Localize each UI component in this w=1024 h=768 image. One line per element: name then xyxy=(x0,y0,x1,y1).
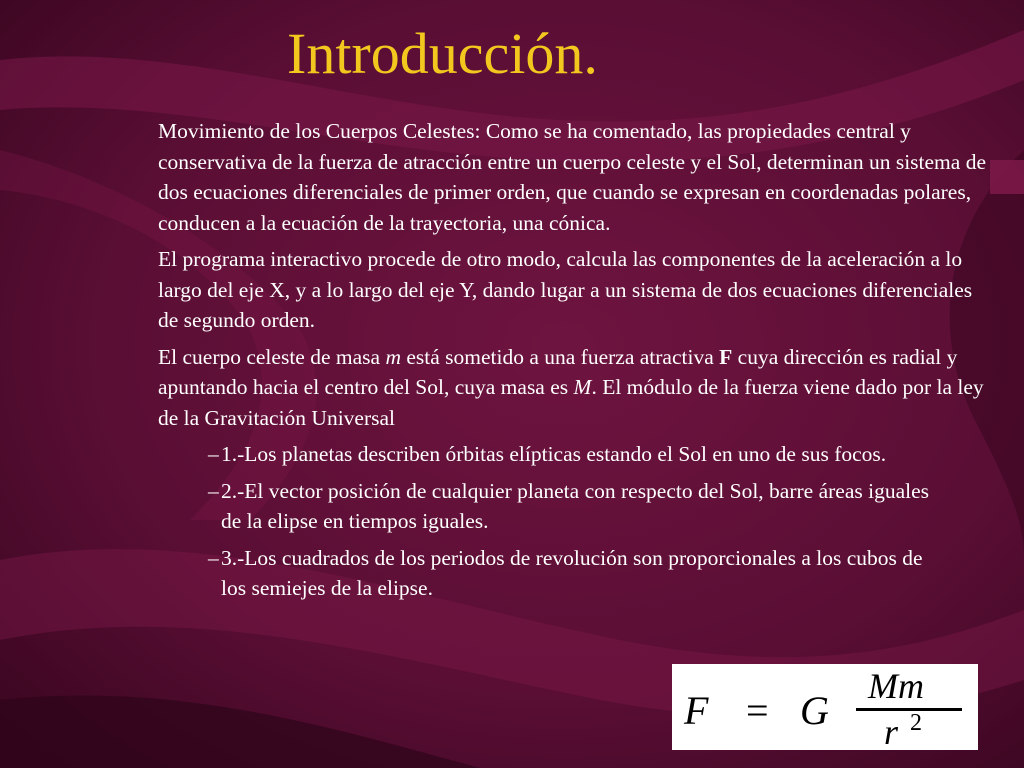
list-item xyxy=(158,543,951,604)
formula-numerator: Mm xyxy=(868,666,924,706)
formula-graphic xyxy=(672,664,978,750)
list-item-text: 1.-Los planetas describen órbitas elípticas estando el Sol en uno de sus focos. xyxy=(221,442,887,466)
formula-constant: G xyxy=(800,688,829,733)
list-item-text: 3.-Los cuadrados de los periodos de revolución son proporcionales a los cubos de los semiejes de la elipse. xyxy=(221,545,923,600)
paragraph-1 xyxy=(158,116,988,238)
formula-denominator-base: r xyxy=(884,712,899,750)
mass-m-symbol: m xyxy=(385,344,401,369)
list-item xyxy=(158,476,951,537)
slide-title: Introducción. xyxy=(287,21,598,86)
formula-lhs: F xyxy=(684,688,709,733)
list-item xyxy=(158,439,951,470)
paragraph-3-text-b: está sometido a una fuerza atractiva xyxy=(400,344,720,369)
paragraph-3-text-c: cuya dirección es radial y apuntando hacia el centro del Sol, cuya masa es xyxy=(158,344,958,399)
formula-equals: = xyxy=(746,688,769,733)
fraction-bar xyxy=(856,708,962,711)
paragraph-3-text-d: . El módulo de la fuerza viene dado por la ley de la Gravitación Universal xyxy=(158,375,984,430)
paragraph-1-text: Movimiento de los Cuerpos Celestes: Como se ha comentado, las propiedades central y conservativa de la fuerza de atracción entre un cuerpo celeste y el Sol, determinan un sistema de dos ecuaciones diferenciales de primer orden, que cuando se expresan en coordenadas polares, conducen a la ecuación de la trayectoria, una cónica. xyxy=(158,119,986,235)
paragraph-3-text-a: El cuerpo celeste de masa xyxy=(158,344,386,369)
dash-bullet: – xyxy=(208,545,219,570)
gravitation-formula xyxy=(672,664,978,750)
paragraph-2 xyxy=(158,244,988,336)
dash-bullet: – xyxy=(208,442,219,466)
dash-bullet: – xyxy=(208,478,219,503)
slide-body xyxy=(158,116,988,610)
paragraph-2-text: El programa interactivo procede de otro modo, calcula las componentes de la aceleración a lo largo del eje X, y a lo largo del eje Y, dando lugar a un sistema de dos ecuaciones diferenciales de segundo orden. xyxy=(158,247,973,332)
formula-denominator-exponent: 2 xyxy=(910,710,922,736)
force-f-symbol: F xyxy=(719,344,733,369)
mass-sun-symbol: M xyxy=(573,375,592,399)
list-item-text: 2.-El vector posición de cualquier planeta con respecto del Sol, barre áreas iguales de la elipse en tiempos iguales. xyxy=(221,478,930,533)
kepler-laws-list xyxy=(158,439,988,604)
paragraph-3 xyxy=(158,342,988,434)
